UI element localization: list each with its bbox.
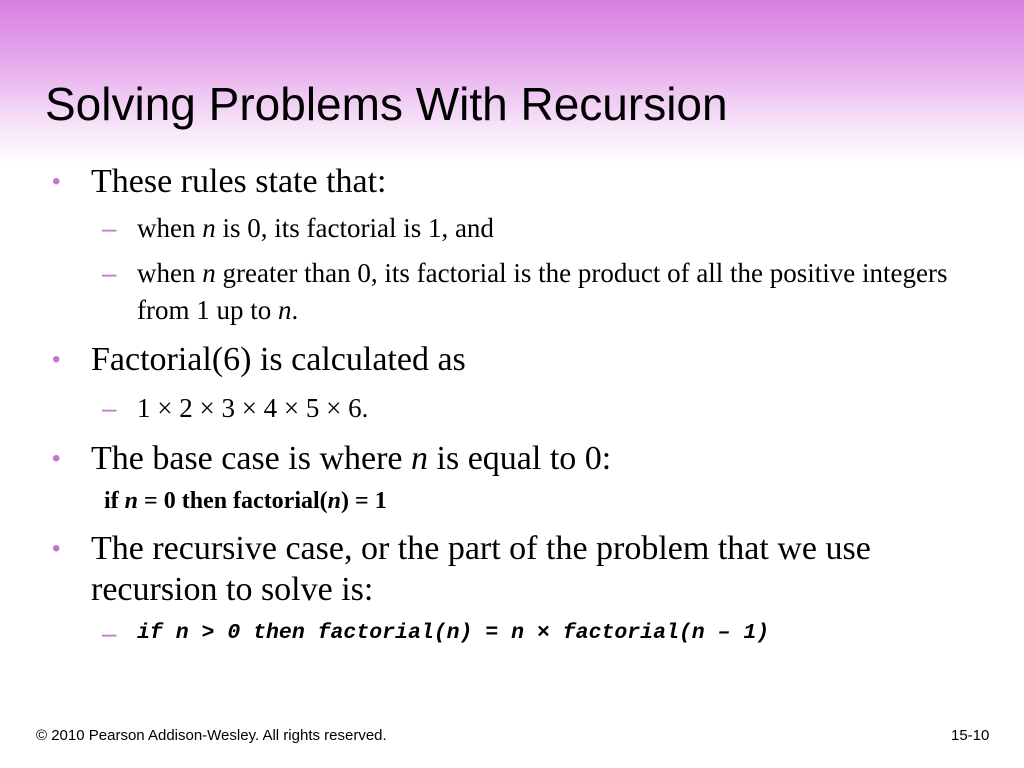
sub-bullet-marker: – bbox=[102, 618, 117, 648]
slide-number: 15-10 bbox=[951, 727, 990, 744]
base-case-rule: if n = 0 then factorial(n) = 1 bbox=[104, 488, 387, 514]
bullet-text: Factorial(6) is calculated as bbox=[91, 341, 466, 378]
bullet-text: These rules state that: bbox=[91, 163, 387, 200]
bullet-marker: • bbox=[52, 445, 61, 472]
bullet-marker: • bbox=[52, 346, 61, 373]
bullet-marker: • bbox=[52, 168, 61, 195]
bullet-text: The recursive case, or the part of the problem that we use recursion to solve is: bbox=[91, 530, 871, 608]
bullet-text: The base case is where n is equal to 0: bbox=[91, 440, 612, 477]
sub-bullet-marker: – bbox=[102, 393, 117, 423]
sub-bullet-text: when n is 0, its factorial is 1, and bbox=[137, 213, 494, 243]
copyright-notice: © 2010 Pearson Addison-Wesley. All rights reserved. bbox=[36, 727, 387, 744]
bullet-marker: • bbox=[52, 535, 61, 562]
sub-bullet-marker: – bbox=[102, 258, 117, 288]
recursive-case-code: if n > 0 then factorial(n) = n × factorial(n – 1) bbox=[137, 621, 770, 645]
sub-bullet-text: when n greater than 0, its factorial is the product of all the positive integers from 1 up to n. bbox=[137, 258, 948, 325]
slide-title: Solving Problems With Recursion bbox=[45, 78, 728, 130]
sub-bullet-marker: – bbox=[102, 213, 117, 243]
sub-bullet-text: 1 × 2 × 3 × 4 × 5 × 6. bbox=[137, 393, 369, 423]
